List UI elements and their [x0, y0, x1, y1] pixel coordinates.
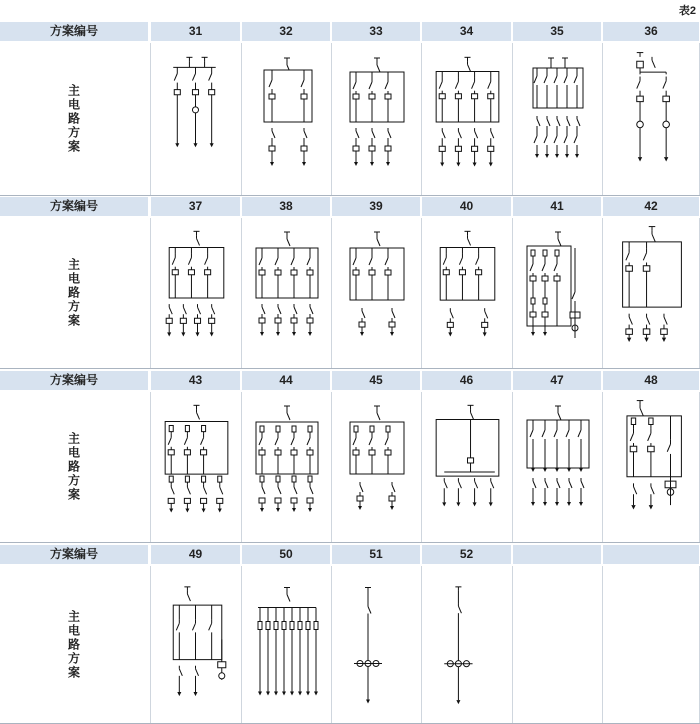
circuit-diagram [151, 43, 242, 195]
scheme-number-cell: 35 [513, 22, 601, 41]
scheme-number-cell: 41 [513, 197, 601, 216]
circuit-diagram [242, 218, 332, 368]
circuit-diagram [332, 43, 422, 195]
circuit-diagram-cell [241, 43, 332, 195]
diagram-row [0, 566, 700, 723]
circuit-diagram-cell [150, 392, 242, 542]
circuit-diagram-cell [241, 392, 332, 542]
row-label: 主电路方案 [66, 258, 81, 328]
row-label: 主电路方案 [66, 432, 81, 502]
scheme-number-cell: 36 [603, 22, 699, 41]
diagram-row [0, 218, 700, 368]
header-row [0, 371, 700, 390]
circuit-diagram [603, 43, 700, 195]
row-label: 主电路方案 [66, 609, 81, 680]
scheme-number-cell: 40 [422, 197, 511, 216]
scheme-number-cell [513, 545, 601, 564]
row-divider [0, 542, 700, 543]
scheme-number-cell: 46 [422, 371, 511, 390]
circuit-diagram [242, 566, 332, 723]
row-label-cell [0, 392, 148, 542]
circuit-diagram-cell [331, 43, 422, 195]
scheme-number-cell: 47 [513, 371, 601, 390]
circuit-diagram-cell [241, 218, 332, 368]
circuit-diagram-cell [331, 218, 422, 368]
circuit-diagram [151, 218, 242, 368]
scheme-number-cell: 51 [332, 545, 420, 564]
scheme-number-cell: 33 [332, 22, 420, 41]
circuit-diagram-cell [602, 43, 700, 195]
scheme-number-cell: 49 [151, 545, 240, 564]
circuit-diagram [422, 218, 513, 368]
diagram-row [0, 392, 700, 542]
table-label: 表2 [678, 5, 696, 17]
circuit-diagram [332, 566, 422, 723]
scheme-number-cell: 38 [242, 197, 330, 216]
circuit-diagram [242, 392, 332, 542]
scheme-number-cell: 37 [151, 197, 240, 216]
circuit-diagram-cell [150, 566, 242, 723]
circuit-diagram-cell [602, 392, 700, 542]
row-divider [0, 368, 700, 369]
circuit-diagram-cell [512, 43, 603, 195]
circuit-diagram-cell [150, 43, 242, 195]
header-row [0, 197, 700, 216]
circuit-diagram [513, 392, 603, 542]
circuit-diagram [513, 43, 603, 195]
scheme-block [0, 197, 700, 368]
diagram-row [0, 43, 700, 195]
circuit-diagram [422, 566, 513, 723]
circuit-diagram [422, 392, 513, 542]
scheme-block [0, 545, 700, 723]
circuit-diagram [422, 43, 513, 195]
scheme-block [0, 371, 700, 542]
scheme-number-cell: 50 [242, 545, 330, 564]
circuit-diagram-cell [331, 392, 422, 542]
header-row [0, 22, 700, 41]
circuit-diagram-cell [512, 392, 603, 542]
row-label: 主电路方案 [66, 84, 81, 154]
scheme-number-cell: 45 [332, 371, 420, 390]
row-label-cell [0, 218, 148, 368]
circuit-diagram [332, 218, 422, 368]
circuit-diagram [603, 218, 700, 368]
header-label-cell: 方案编号 [0, 197, 148, 216]
scheme-number-cell: 32 [242, 22, 330, 41]
circuit-diagram-cell [331, 566, 422, 723]
circuit-diagram-cell [512, 566, 603, 723]
scheme-number-cell: 39 [332, 197, 420, 216]
circuit-diagram-cell [150, 218, 242, 368]
row-label-cell [0, 43, 148, 195]
row-divider [0, 195, 700, 196]
circuit-diagram-cell [421, 392, 513, 542]
scheme-number-cell: 31 [151, 22, 240, 41]
circuit-diagram [242, 43, 332, 195]
header-label-cell: 方案编号 [0, 22, 148, 41]
scheme-number-cell: 42 [603, 197, 699, 216]
header-label-cell: 方案编号 [0, 545, 148, 564]
circuit-diagram [151, 566, 242, 723]
row-label-cell [0, 566, 148, 723]
header-row [0, 545, 700, 564]
circuit-diagram [603, 392, 700, 542]
scheme-number-cell: 44 [242, 371, 330, 390]
circuit-diagram-cell [421, 566, 513, 723]
circuit-diagram [513, 218, 603, 368]
scheme-number-cell: 43 [151, 371, 240, 390]
circuit-diagram-cell [602, 566, 700, 723]
scheme-number-cell [603, 545, 699, 564]
circuit-diagram-cell [421, 218, 513, 368]
circuit-diagram [151, 392, 242, 542]
scheme-number-cell: 52 [422, 545, 511, 564]
header-label-cell: 方案编号 [0, 371, 148, 390]
scheme-number-cell: 34 [422, 22, 511, 41]
circuit-diagram-cell [602, 218, 700, 368]
circuit-diagram-cell [421, 43, 513, 195]
scheme-block [0, 22, 700, 195]
circuit-diagram-cell [512, 218, 603, 368]
scheme-number-cell: 48 [603, 371, 699, 390]
circuit-diagram [332, 392, 422, 542]
circuit-diagram-cell [241, 566, 332, 723]
